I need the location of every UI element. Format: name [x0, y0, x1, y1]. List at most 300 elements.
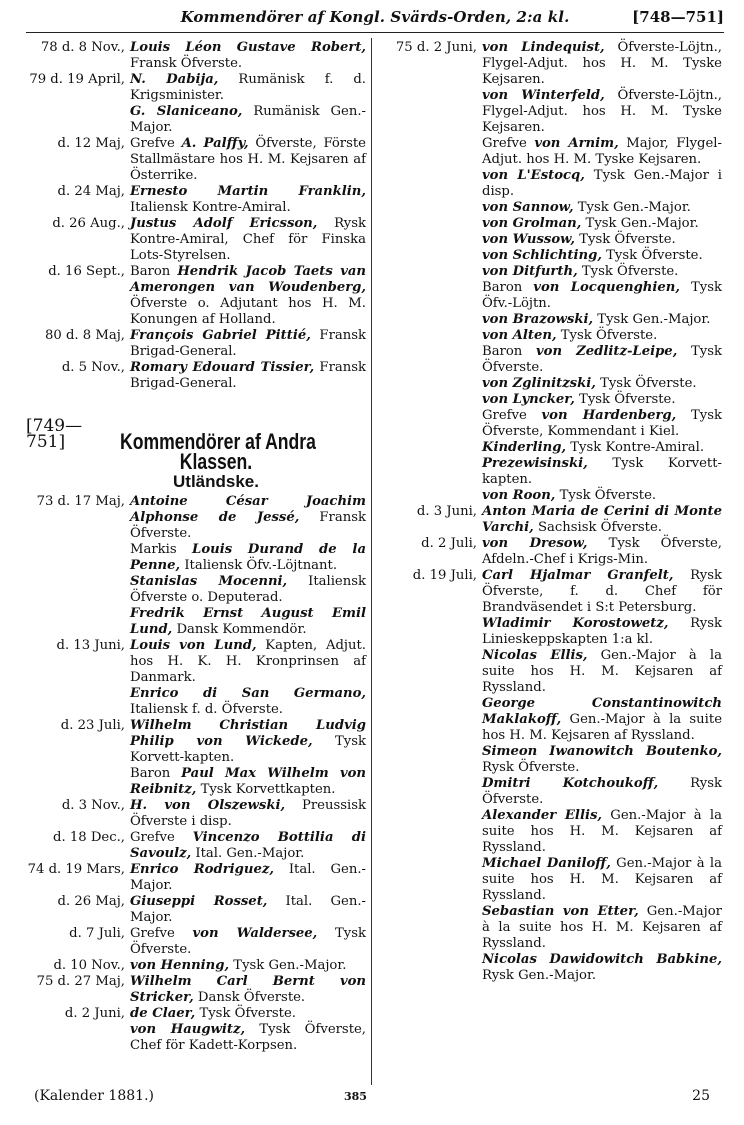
entry-name: Louis Durand de la Penne,	[130, 542, 366, 573]
entry-name: von Haugwitz,	[130, 1022, 246, 1037]
entry-rank: Gen.-Major à la suite hos H. M. Kejsaren af Ryssland.	[482, 712, 723, 743]
entry-date	[378, 264, 482, 280]
header-title: Kommendörer af Kongl. Svärds-Orden, 2:a kl.	[180, 8, 570, 26]
entry	[26, 1006, 366, 1022]
entry-text	[482, 88, 722, 136]
entry-text	[482, 440, 722, 456]
entry	[378, 696, 722, 744]
section-heading	[26, 416, 366, 454]
entry	[378, 40, 722, 88]
entry-date	[26, 104, 130, 136]
entry-rank: Preussisk Öfverste i disp.	[130, 798, 366, 829]
entry-date	[378, 280, 482, 312]
entry-name: Fredrik Ernst August Emil Lund,	[130, 606, 366, 637]
entry-date	[378, 376, 482, 392]
entry-title: Baron	[482, 280, 523, 295]
entry-date: d. 16 Sept.,	[48, 264, 125, 279]
entry-text	[130, 1006, 366, 1022]
entry	[378, 744, 722, 776]
entry-text	[130, 72, 366, 104]
entry-rank: Tysk Gen.-Major i disp.	[482, 168, 722, 199]
footer-sheet-number: 25	[692, 1088, 710, 1104]
entry-rank: Tysk Öfverste.	[130, 926, 366, 957]
entry-name: Wilhelm Christian Ludvig Philip von Wickede,	[130, 718, 366, 749]
entry-text	[130, 216, 366, 264]
entry	[378, 568, 722, 616]
entry-name: von Lyncker,	[482, 392, 575, 407]
entry-name: von Dresow,	[482, 536, 588, 551]
entry-text	[482, 456, 722, 488]
entry	[26, 974, 366, 1006]
entry-date	[26, 606, 130, 638]
entry	[378, 312, 722, 328]
entry-date: 74 d. 19 Mars,	[27, 862, 125, 877]
entry	[378, 408, 722, 440]
entry-date	[378, 776, 482, 808]
entry-text	[130, 184, 366, 216]
entry-date: d. 26 Maj,	[57, 894, 125, 909]
entry-rank: Fransk Öfverste.	[130, 510, 366, 541]
entry-text	[130, 606, 366, 638]
entry-name: Antoine César Joachim Alphonse de Jessé,	[130, 494, 366, 525]
entry-date	[378, 248, 482, 264]
entry	[26, 862, 366, 894]
entry-rank: Tysk Öfverste.	[199, 1006, 296, 1021]
entry-text	[130, 718, 366, 766]
entry	[378, 808, 722, 856]
entry-date	[378, 344, 482, 376]
entry-date	[378, 616, 482, 648]
entry-date	[26, 1022, 130, 1054]
entry	[26, 718, 366, 766]
entry-text	[130, 542, 366, 574]
entry-title: Markis	[130, 542, 177, 557]
entry-text	[482, 200, 722, 216]
entry-text	[482, 568, 722, 616]
entry-name: von Zedlitz-Leipe,	[535, 344, 678, 359]
entry	[26, 958, 366, 974]
entry-text	[482, 952, 722, 984]
entry-date	[378, 456, 482, 488]
entry-title: Grefve	[130, 136, 175, 151]
entry-name: von L'Estocq,	[482, 168, 585, 183]
entry-date	[378, 168, 482, 200]
entry	[378, 488, 722, 504]
entry-name: Enrico Rodriguez,	[130, 862, 274, 877]
entry	[26, 264, 366, 328]
entry	[378, 200, 722, 216]
entry-name: de Claer,	[130, 1006, 196, 1021]
entry-date: d. 13 Juni,	[56, 638, 125, 653]
entry	[378, 168, 722, 200]
entry-date: d. 7 Juli,	[69, 926, 125, 941]
entry	[26, 574, 366, 606]
entry-rank: Tysk Öfverste.	[579, 232, 676, 247]
entry-name: von Wussow,	[482, 232, 576, 247]
entry-date	[378, 136, 482, 168]
entry-rank: Öfverste o. Adjutant hos H. M. Konungen af Holland.	[130, 296, 366, 327]
left-bottom-list	[26, 494, 366, 1054]
entry-text	[482, 40, 722, 88]
entry-date	[378, 856, 482, 904]
entry-rank: Sachsisk Öfverste.	[537, 520, 662, 535]
entry-text	[130, 798, 366, 830]
entry-name: von Zglinitzski,	[482, 376, 596, 391]
entry-name: Vincenzo Bottilia di Savoulz,	[130, 830, 366, 861]
entry-date: 79 d. 19 April,	[29, 72, 125, 87]
entry-date	[378, 216, 482, 232]
entry-name: Anton Maria de Cerini di Monte Varchi,	[482, 504, 722, 535]
entry-rank: Ital. Gen.-Major.	[130, 894, 366, 925]
footer-kalender: (Kalender 1881.)	[34, 1088, 154, 1104]
entry-text	[130, 574, 366, 606]
entry-rank: Fransk Brigad-General.	[130, 360, 366, 391]
entry-name: Louis Léon Gustave Robert,	[130, 40, 366, 55]
entry-date: d. 24 Maj,	[57, 184, 125, 199]
entry	[26, 686, 366, 718]
entry-name: von Schlichting,	[482, 248, 602, 263]
entry-rank: Rysk Öfverste, f. d. Chef för Brandväsendet i S:t Petersburg.	[482, 568, 722, 615]
entry-rank: Tysk Öfverste.	[600, 376, 697, 391]
entry-date	[26, 686, 130, 718]
entry	[378, 344, 722, 376]
entry-date: d. 3 Juni,	[416, 504, 477, 519]
entry-date: d. 3 Nov.,	[61, 798, 125, 813]
entry-name: A. Palffy,	[181, 136, 249, 151]
entry-text	[482, 168, 722, 200]
entry-rank: Gen.-Major à la suite hos H. M. Kejsaren af Ryssland.	[482, 808, 722, 855]
entry-date: d. 26 Aug.,	[52, 216, 125, 231]
entry	[378, 376, 722, 392]
entry-date: 73 d. 17 Maj,	[36, 494, 125, 509]
entry-name: von Hardenberg,	[541, 408, 677, 423]
entry-name: H. von Olszewski,	[130, 798, 286, 813]
entry-text	[482, 504, 722, 536]
section-title-line2: Klassen.	[179, 449, 253, 474]
column-divider	[371, 38, 372, 1085]
entry	[26, 1022, 366, 1054]
entry-text	[482, 696, 722, 744]
entry-rank: Tysk Öfverste.	[482, 344, 722, 375]
entry-date	[26, 574, 130, 606]
entry-name: Kinderling,	[482, 440, 567, 455]
entry	[378, 456, 722, 488]
entry	[26, 360, 366, 392]
entry-name: Simeon Iwanowitch Boutenko,	[482, 744, 722, 759]
entry-name: von Waldersee,	[192, 926, 318, 941]
entry	[26, 606, 366, 638]
entry-text	[482, 744, 722, 776]
entry-name: von Arnim,	[534, 136, 619, 151]
entry-text	[130, 958, 366, 974]
entry-text	[482, 376, 722, 392]
entry-text	[482, 264, 722, 280]
entry-date	[378, 488, 482, 504]
entry-rank: Tysk Öfverste.	[606, 248, 703, 263]
entry-rank: Tysk Öfverste.	[579, 392, 676, 407]
entry-date: 75 d. 27 Maj,	[36, 974, 125, 989]
entry	[378, 232, 722, 248]
entry-rank: Major, Flygel-Adjut. hos H. M. Tyske Kejsaren.	[482, 136, 722, 167]
entry-rank: Italiensk Kontre-Amiral.	[130, 200, 291, 215]
entry-name: von Henning,	[130, 958, 230, 973]
entry	[26, 72, 366, 104]
header-range: [748—751]	[632, 8, 724, 26]
section-subtitle: Utländske.	[173, 472, 259, 491]
entry-name: N. Dabija,	[130, 72, 219, 87]
entry-text	[482, 328, 722, 344]
entry-rank: Tysk Öfverste, Chef för Kadett-Korpsen.	[130, 1022, 366, 1053]
entry-name: François Gabriel Pittié,	[130, 328, 311, 343]
entry-name: Romary Edouard Tissier,	[130, 360, 315, 375]
entry-rank: Öfverste-Löjtn., Flygel-Adjut. hos H. M. Tyske Kejsaren.	[482, 88, 722, 135]
entry-name: von Brazowski,	[482, 312, 594, 327]
entry	[26, 926, 366, 958]
entry-text	[130, 494, 366, 542]
entry-name: Enrico di San Germano,	[130, 686, 366, 701]
entry-rank: Öfverste-Löjtn., Flygel-Adjut. hos H. M. Tyske Kejsaren.	[482, 40, 722, 87]
entry-rank: Öfverste, Förste Stallmästare hos H. M. Kejsaren af Österrike.	[130, 136, 366, 183]
entry-text	[130, 974, 366, 1006]
entry	[26, 494, 366, 542]
entry-date	[378, 328, 482, 344]
entry-rank: Rysk Kontre-Amiral, Chef för Finska Lots-Styrelsen.	[130, 216, 366, 263]
entry-name: Stanislas Mocenni,	[130, 574, 288, 589]
entry-name: Dmitri Kotchoukoff,	[482, 776, 659, 791]
entry	[26, 798, 366, 830]
left-column	[26, 40, 366, 1054]
entry-text	[130, 104, 366, 136]
entry-date: d. 2 Juni,	[64, 1006, 125, 1021]
entry-title: Baron	[130, 766, 171, 781]
entry-text	[482, 280, 722, 312]
entry	[378, 440, 722, 456]
entry-title: Grefve	[482, 136, 527, 151]
entry-name: Wilhelm Carl Bernt von Stricker,	[130, 974, 366, 1005]
entry	[378, 392, 722, 408]
entry-rank: Tysk Öfverste.	[559, 488, 657, 503]
entry-text	[482, 408, 722, 440]
entry-text	[130, 1022, 366, 1054]
entry-rank: Tysk Gen.-Major.	[597, 312, 711, 327]
entry	[26, 184, 366, 216]
entry-rank: Rysk Öfverste.	[482, 760, 580, 775]
entry-name: Nicolas Ellis,	[482, 648, 588, 663]
entry-rank: Gen.-Major à la suite hos H. M. Kejsaren af Ryssland.	[482, 856, 722, 903]
entry-date	[378, 312, 482, 328]
entry	[378, 776, 722, 808]
entry-date	[378, 200, 482, 216]
entry	[26, 894, 366, 926]
entry-date: 78 d. 8 Nov.,	[40, 40, 125, 55]
entry	[26, 216, 366, 264]
entry-title: Grefve	[130, 926, 175, 941]
entry-text	[482, 648, 722, 696]
entry-date	[378, 696, 482, 744]
entry-name: Hendrik Jacob Taets van Amerongen van Woudenberg,	[130, 264, 366, 295]
entry	[26, 542, 366, 574]
entry-rank: Tysk Öfverste.	[581, 264, 679, 279]
entry-name: Michael Daniloff,	[482, 856, 611, 871]
entry-text	[130, 360, 366, 392]
entry-text	[130, 136, 366, 184]
entry-date: d. 2 Juli,	[421, 536, 477, 551]
entry-name: Alexander Ellis,	[482, 808, 602, 823]
entry	[378, 648, 722, 696]
entry	[378, 856, 722, 904]
entry-title: Grefve	[130, 830, 175, 845]
entry-text	[482, 232, 722, 248]
entry-date: d. 23 Juli,	[60, 718, 125, 733]
entry-name: von Winterfeld,	[482, 88, 605, 103]
entry-name: von Ditfurth,	[482, 264, 578, 279]
entry	[378, 328, 722, 344]
entry-text	[482, 808, 722, 856]
running-header	[26, 4, 724, 33]
entry-text	[130, 686, 366, 718]
entry-name: Carl Hjalmar Granfelt,	[482, 568, 674, 583]
entry-text	[130, 862, 366, 894]
entry-title: Baron	[482, 344, 523, 359]
entry-date	[378, 808, 482, 856]
entry-rank: Rysk Gen.-Major.	[482, 968, 597, 983]
entry-rank: Fransk Öfverste.	[130, 56, 243, 71]
entry-date: 75 d. 2 Juni,	[395, 40, 477, 55]
entry	[378, 216, 722, 232]
entry-date: d. 12 Maj,	[57, 136, 125, 151]
entry-name: von Sannow,	[482, 200, 574, 215]
footer-page-number: 385	[344, 1090, 367, 1103]
entry-name: Sebastian von Etter,	[482, 904, 639, 919]
entry-name: von Lindequist,	[482, 40, 605, 55]
entry-name: G. Slaniceano,	[130, 104, 243, 119]
entry	[378, 504, 722, 536]
entry-text	[130, 328, 366, 360]
entry-date: d. 19 Juli,	[412, 568, 477, 583]
entry-rank: Tysk Korvettkapten.	[200, 782, 336, 797]
entry-name: Paul Max Wilhelm von Reibnitz,	[130, 766, 366, 797]
entry-text	[482, 392, 722, 408]
entry	[378, 952, 722, 984]
entry-text	[482, 488, 722, 504]
entry-date: 80 d. 8 Maj,	[44, 328, 125, 343]
entry-rank: Rysk Öfverste.	[482, 776, 722, 807]
entry-date	[378, 744, 482, 776]
entry-date	[378, 440, 482, 456]
entry-title: Grefve	[482, 408, 527, 423]
entry	[378, 136, 722, 168]
entry	[378, 904, 722, 952]
entry	[26, 104, 366, 136]
entry-rank: Tysk Öfv.-Löjtn.	[482, 280, 722, 311]
entry-rank: Tysk Gen.-Major.	[577, 200, 691, 215]
entry	[378, 616, 722, 648]
entry-text	[130, 926, 366, 958]
entry-rank: Gen.-Major à la suite hos H. M. Kejsaren af Ryssland.	[482, 648, 722, 695]
entry-text	[130, 894, 366, 926]
entry-rank: Tysk Öfverste, Kommendant i Kiel.	[482, 408, 722, 439]
entry-text	[130, 264, 366, 328]
entry-name: von Alten,	[482, 328, 557, 343]
entry-text	[482, 136, 722, 168]
entry-rank: Tysk Öfverste.	[560, 328, 658, 343]
entry-name: Justus Adolf Ericsson,	[130, 216, 318, 231]
entry-rank: Tysk Korvett-kapten.	[130, 734, 366, 765]
entry-rank: Italiensk f. d. Öfverste.	[130, 702, 283, 717]
entry-text	[482, 904, 722, 952]
entry-date	[26, 542, 130, 574]
entry-rank: Tysk Korvett-kapten.	[482, 456, 722, 487]
entry-date	[378, 904, 482, 952]
entry-rank: Tysk Öfverste, Afdeln.-Chef i Krigs-Min.	[482, 536, 723, 567]
entry-name: George Constantinowitch Maklakoff,	[482, 696, 722, 727]
entry	[26, 136, 366, 184]
left-top-list	[26, 40, 366, 392]
entry	[26, 40, 366, 72]
entry-text	[130, 40, 366, 72]
entry-date: d. 5 Nov.,	[61, 360, 125, 375]
entry-rank: Tysk Kontre-Amiral.	[570, 440, 705, 455]
entry-rank: Dansk Öfverste.	[197, 990, 306, 1005]
entry-name: von Roon,	[482, 488, 556, 503]
entry-text	[130, 766, 366, 798]
entry-name: Wladimir Korostowetz,	[482, 616, 669, 631]
entry-text	[482, 216, 722, 232]
entry-rank: Tysk Gen.-Major.	[233, 958, 347, 973]
entry-name: Louis von Lund,	[130, 638, 257, 653]
entry-date	[378, 232, 482, 248]
entry-text	[482, 312, 722, 328]
entry-name: Giuseppi Rosset,	[130, 894, 268, 909]
entry	[378, 280, 722, 312]
entry-rank: Ital. Gen.-Major.	[195, 846, 305, 861]
entry-title: Baron	[130, 264, 171, 279]
entry	[378, 248, 722, 264]
entry-text	[482, 776, 722, 808]
entry-date	[378, 392, 482, 408]
entry-date: d. 10 Nov.,	[53, 958, 125, 973]
entry-name: Nicolas Dawidowitch Babkine,	[482, 952, 722, 967]
entry-date	[378, 648, 482, 696]
entry	[26, 638, 366, 686]
entry-date	[378, 88, 482, 136]
entry-text	[482, 616, 722, 648]
entry-rank: Ital. Gen.-Major.	[130, 862, 366, 893]
right-column	[378, 40, 722, 984]
entry-text	[482, 248, 722, 264]
entry-rank: Rumänisk Gen.-Major.	[130, 104, 366, 135]
entry	[26, 766, 366, 798]
entry-text	[482, 344, 722, 376]
entry-date	[378, 952, 482, 984]
entry	[26, 328, 366, 360]
entry-text	[130, 638, 366, 686]
entry-rank: Rysk Linieskeppskapten 1:a kl.	[482, 616, 722, 647]
entry-rank: Italiensk Öfv.-Löjtnant.	[184, 558, 338, 573]
section-ref: [749—751]	[26, 416, 83, 452]
section-title: Kommendörer af Andra	[120, 429, 316, 454]
entry	[378, 264, 722, 280]
entry-text	[130, 830, 366, 862]
entry-date	[378, 408, 482, 440]
right-list	[378, 40, 722, 984]
entry-name: Prezewisinski,	[482, 456, 588, 471]
entry-rank: Rumänisk f. d. Krigsminister.	[130, 72, 366, 103]
entry-date	[26, 766, 130, 798]
entry-rank: Gen.-Major à la suite hos H. M. Kejsaren af Ryssland.	[482, 904, 722, 951]
entry-name: Ernesto Martin Franklin,	[130, 184, 366, 199]
entry-name: von Grolman,	[482, 216, 582, 231]
